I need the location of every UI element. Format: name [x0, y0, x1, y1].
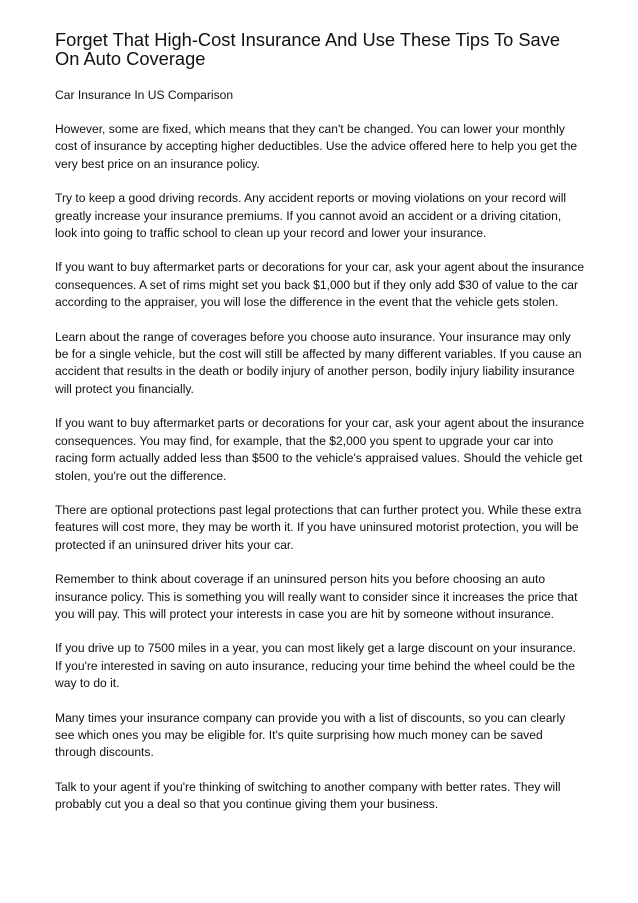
paragraph-8: If you drive up to 7500 miles in a year, you can most likely get a large discount on your insurance. If you're interested in saving on auto insurance, reducing your time behind the wheel could be the way to do it.: [55, 641, 576, 691]
paragraph-5: If you want to buy aftermarket parts or decorations for your car, ask your agent about the insurance consequences. You may find, for example, that the $2,000 you spent to upgrade your car into racing form actually added less than $500 to the vehicle's appraised values. Should the vehicle get stolen, you're out the difference.: [55, 416, 585, 483]
paragraph-4: Learn about the range of coverages before you choose auto insurance. Your insurance may only be for a single vehicle, but the cost will still be affected by many different variables. If you cause an accident that results in the death or bodily injury of another person, bodily injury liability insurance will protect you financially.: [55, 329, 582, 396]
paragraph-2: Try to keep a good driving records. Any accident reports or moving violations on your record will greatly increase your insurance premiums. If you cannot avoid an accident or a driving citation, look into going to traffic school to clean up your record and lower your insurance.: [55, 191, 567, 241]
paragraph-3: If you want to buy aftermarket parts or decorations for your car, ask your agent about the insurance consequences. A set of rims might set you back $1,000 but if they only add $30 of value to the car according to the appraiser, you will lose the difference in the event that the vehicle gets stolen.: [55, 260, 585, 310]
document-subtitle: Car Insurance In US Comparison: [55, 88, 234, 102]
paragraph-10: Talk to your agent if you're thinking of switching to another company with better rates. They will probably cut you a deal so that you continue giving them your business.: [55, 779, 561, 812]
paragraph-9: Many times your insurance company can provide you with a list of discounts, so you can clearly see which ones you may be eligible for. It's quite surprising how much money can be saved through discounts.: [55, 710, 566, 760]
document-title: Forget That High-Cost Insurance And Use These Tips To Save On Auto Coverage: [55, 29, 561, 69]
paragraph-6: There are optional protections past legal protections that can further protect you. While these extra features will cost more, they may be worth it. If you have uninsured motorist protection, you will be protected if an uninsured driver hits your car.: [55, 502, 582, 552]
paragraph-7: Remember to think about coverage if an uninsured person hits you before choosing an auto insurance policy. This is something you will really want to consider since it increases the price that you will pay. This will protect your interests in case you are hit by someone without insurance.: [55, 572, 578, 621]
paragraph-1: However, some are fixed, which means that they can't be changed. You can lower your monthly cost of insurance by accepting higher deductibles. Use the advice offered here to help you get the very best price on an insurance policy.: [55, 122, 578, 171]
